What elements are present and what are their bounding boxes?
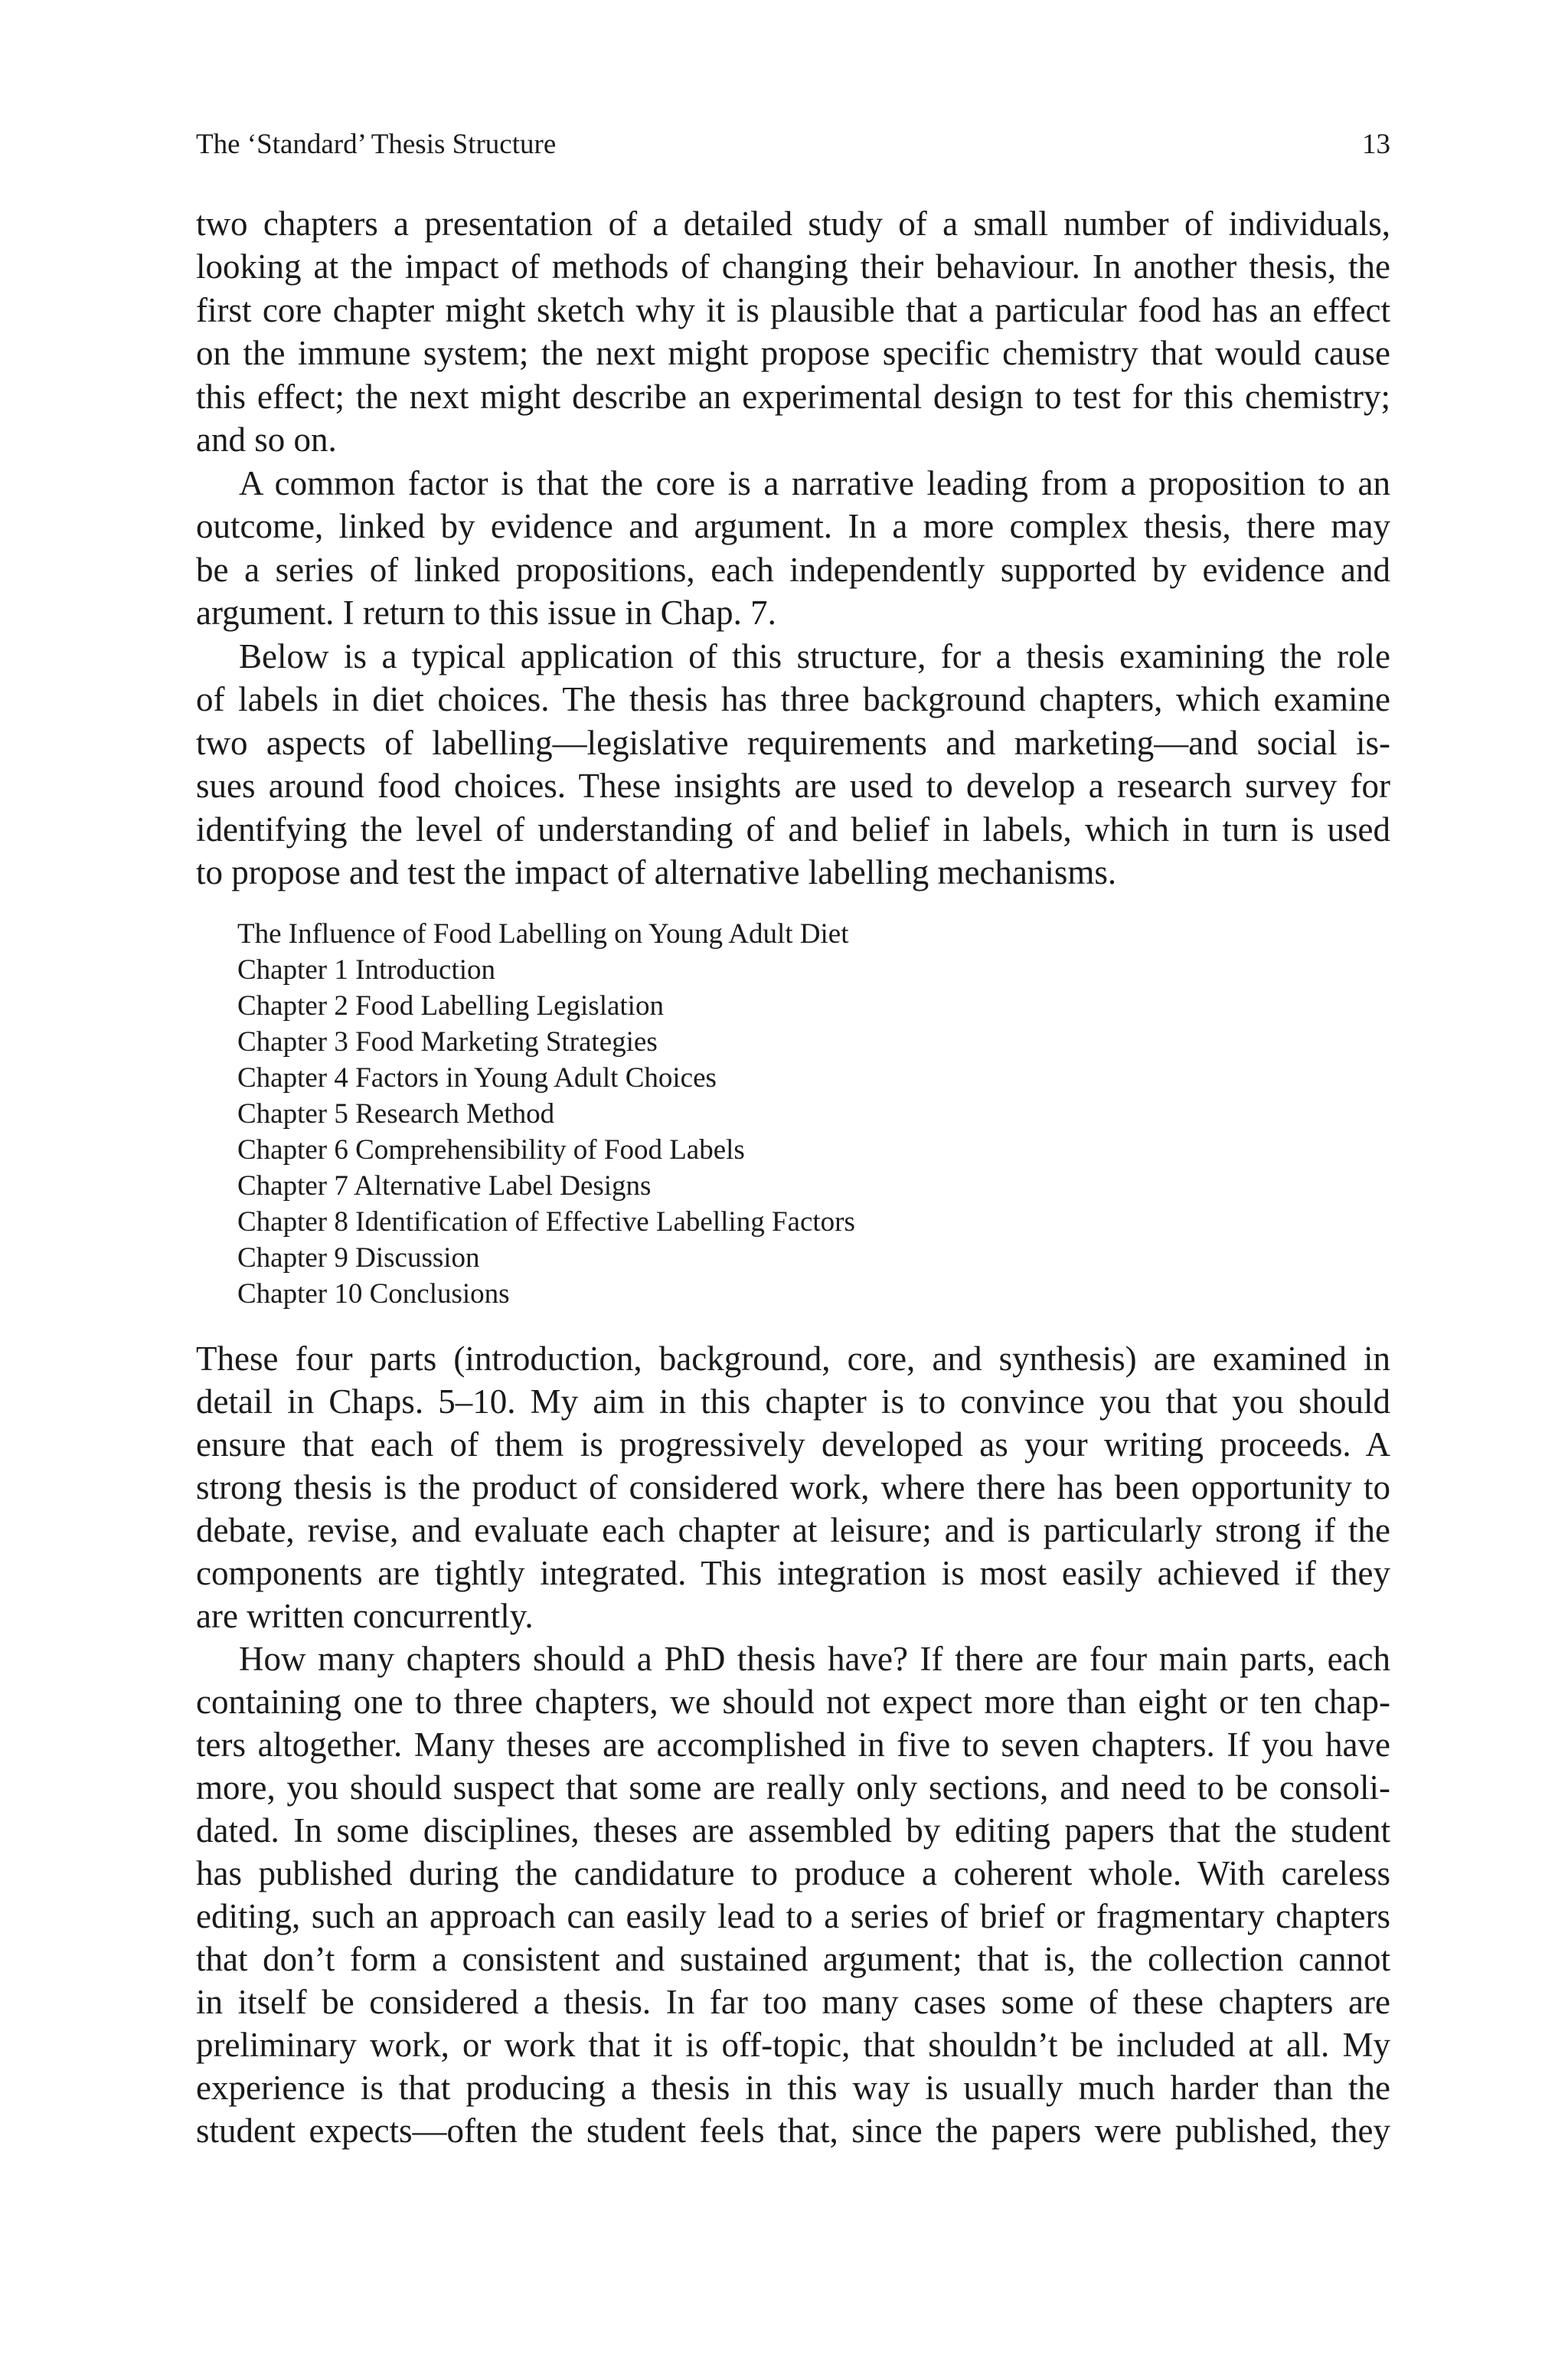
paragraph-line: two aspects of labelling—legislative requirements and marketing—and social is- <box>196 724 1390 762</box>
chapter-list-item: Chapter 10 Conclusions <box>237 1278 510 1310</box>
paragraph-line: first core chapter might sketch why it is plausible that a particular food has an effect <box>196 291 1390 329</box>
chapter-list-item: Chapter 7 Alternative Label Designs <box>237 1170 652 1202</box>
paragraph-line: dated. In some disciplines, theses are assembled by editing papers that the student <box>196 1811 1390 1850</box>
paragraph-line: of labels in diet choices. The thesis has three background chapters, which examine <box>196 680 1390 718</box>
chapter-list-item: Chapter 3 Food Marketing Strategies <box>237 1026 658 1058</box>
paragraph-line: debate, revise, and evaluate each chapter at leisure; and is particularly strong if the <box>196 1511 1390 1549</box>
chapter-list-item: Chapter 4 Factors in Young Adult Choices <box>237 1062 717 1094</box>
paragraph-line: two chapters a presentation of a detailed study of a small number of individuals, <box>196 204 1390 243</box>
page-number: 13 <box>1362 129 1390 160</box>
example-thesis-title: The Influence of Food Labelling on Young Adult Diet <box>237 918 849 950</box>
paragraph-line: These four parts (introduction, background, core, and synthesis) are examined in <box>196 1339 1390 1378</box>
chapter-list-item: Chapter 9 Discussion <box>237 1242 480 1274</box>
paragraph-line: argument. I return to this issue in Chap. 7. <box>196 594 776 632</box>
paragraph-line: student expects—often the student feels that, since the papers were published, they <box>196 2111 1390 2150</box>
paragraph-line: to propose and test the impact of alternative labelling mechanisms. <box>196 853 1117 891</box>
paragraph-line: strong thesis is the product of considered work, where there has been opportunity to <box>196 1468 1390 1506</box>
paragraph-line: be a series of linked propositions, each independently supported by evidence and <box>196 551 1390 589</box>
paragraph-line: are written concurrently. <box>196 1597 534 1635</box>
paragraph-line: identifying the level of understanding of and belief in labels, which in turn is used <box>196 810 1390 849</box>
paragraph-line: on the immune system; the next might propose specific chemistry that would cause <box>196 334 1390 372</box>
paragraph-line: has published during the candidature to produce a coherent whole. With careless <box>196 1854 1390 1892</box>
running-title: The ‘Standard’ Thesis Structure <box>196 129 557 160</box>
paragraph-line: components are tightly integrated. This integration is most easily achieved if they <box>196 1554 1390 1592</box>
paragraph-line: ters altogether. Many theses are accomplished in five to seven chapters. If you have <box>196 1725 1390 1764</box>
paragraph-line: and so on. <box>196 420 337 459</box>
paragraph-line: sues around food choices. These insights are used to develop a research survey for <box>196 767 1390 805</box>
chapter-list-item: Chapter 5 Research Method <box>237 1098 555 1130</box>
chapter-list-item: Chapter 8 Identification of Effective Labelling Factors <box>237 1206 855 1238</box>
chapter-list-item: Chapter 1 Introduction <box>237 954 496 986</box>
paragraph-line: more, you should suspect that some are really only sections, and need to be consoli- <box>196 1768 1390 1807</box>
paragraph-line: outcome, linked by evidence and argument. In a more complex thesis, there may <box>196 507 1390 545</box>
paragraph-line: Below is a typical application of this structure, for a thesis examining the role <box>239 637 1390 675</box>
paragraph-line: containing one to three chapters, we should not expect more than eight or ten chap- <box>196 1683 1390 1721</box>
paragraph-line: How many chapters should a PhD thesis have? If there are four main parts, each <box>239 1640 1390 1678</box>
paragraph-line: preliminary work, or work that it is off-topic, that shouldn’t be included at all. My <box>196 2026 1390 2064</box>
paragraph-line: looking at the impact of methods of changing their behaviour. In another thesis, the <box>196 247 1390 286</box>
paragraph-line: that don’t form a consistent and sustained argument; that is, the collection cannot <box>196 1940 1390 1978</box>
paragraph-line: detail in Chaps. 5–10. My aim in this chapter is to convince you that you should <box>196 1382 1390 1421</box>
paragraph-line: editing, such an approach can easily lead to a series of brief or fragmentary chapters <box>196 1897 1390 1935</box>
running-header <box>196 126 1390 164</box>
paragraph-line: ensure that each of them is progressively developed as your writing proceeds. A <box>196 1425 1390 1464</box>
chapter-list-item: Chapter 6 Comprehensibility of Food Labels <box>237 1134 745 1166</box>
paragraph-line: experience is that producing a thesis in this way is usually much harder than the <box>196 2069 1390 2107</box>
paragraph-line: A common factor is that the core is a narrative leading from a proposition to an <box>239 464 1390 502</box>
paragraph-line: this effect; the next might describe an experimental design to test for this chemistry; <box>196 378 1390 416</box>
chapter-list-item: Chapter 2 Food Labelling Legislation <box>237 990 664 1022</box>
paragraph-line: in itself be considered a thesis. In far too many cases some of these chapters are <box>196 1983 1390 2021</box>
